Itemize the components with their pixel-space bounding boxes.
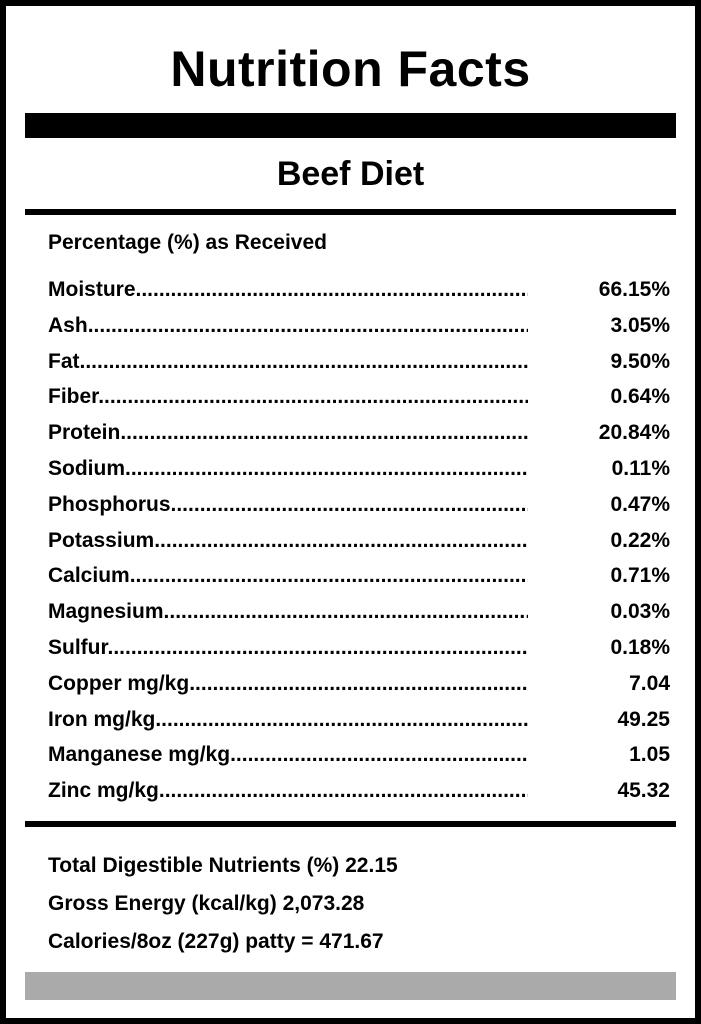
nutrient-value: 0.64% bbox=[610, 385, 670, 409]
label-subtitle: Beef Diet bbox=[276, 155, 425, 193]
nutrient-name: Manganese mg/kg ..... bbox=[48, 737, 528, 773]
nutrient-value: 20.84% bbox=[598, 421, 670, 445]
section-divider-top bbox=[25, 209, 676, 215]
nutrient-name: Calcium ..... bbox=[48, 558, 528, 594]
nutrient-row bbox=[48, 272, 670, 308]
nutrient-row bbox=[48, 666, 670, 702]
nutrient-name: Phosphorus ..... bbox=[48, 487, 528, 523]
nutrient-value: 0.22% bbox=[610, 528, 670, 552]
nutrient-name: Iron mg/kg ..... bbox=[48, 702, 528, 738]
nutrient-row bbox=[48, 523, 670, 559]
nutrient-row bbox=[48, 308, 670, 344]
nutrient-name: Ash ..... bbox=[48, 308, 528, 344]
nutrient-value: 0.71% bbox=[610, 564, 670, 588]
nutrient-row bbox=[48, 451, 670, 487]
summary-line: Total Digestible Nutrients (%) 22.15 bbox=[48, 854, 398, 877]
summary-block bbox=[48, 849, 398, 963]
nutrient-name: Magnesium ..... bbox=[48, 594, 528, 630]
nutrient-row bbox=[48, 344, 670, 380]
nutrient-row bbox=[48, 702, 670, 738]
footer-bar bbox=[25, 972, 676, 1000]
nutrient-list bbox=[48, 272, 670, 809]
nutrient-value: 49.25 bbox=[617, 707, 670, 731]
nutrient-value: 0.11% bbox=[611, 456, 670, 480]
nutrient-row bbox=[48, 630, 670, 666]
nutrient-row bbox=[48, 379, 670, 415]
summary-line: Calories/8oz (227g) patty = 471.67 bbox=[48, 930, 384, 953]
nutrient-value: 7.04 bbox=[629, 671, 670, 695]
label-title: Nutrition Facts bbox=[170, 41, 531, 97]
nutrient-value: 0.03% bbox=[610, 600, 670, 624]
nutrient-row bbox=[48, 594, 670, 630]
nutrient-name: Sulfur ..... bbox=[48, 630, 528, 666]
thick-divider bbox=[25, 113, 676, 138]
nutrient-row bbox=[48, 737, 670, 773]
section-header: Percentage (%) as Received bbox=[48, 231, 327, 254]
nutrient-name: Sodium ..... bbox=[48, 451, 528, 487]
nutrient-name: Fat ..... bbox=[48, 344, 528, 380]
nutrient-name: Copper mg/kg ..... bbox=[48, 666, 528, 702]
nutrient-row bbox=[48, 415, 670, 451]
nutrient-value: 0.18% bbox=[610, 635, 670, 659]
nutrient-name: Zinc mg/kg ..... bbox=[48, 773, 528, 809]
nutrient-value: 0.47% bbox=[610, 492, 670, 516]
nutrient-value: 9.50% bbox=[610, 349, 670, 373]
nutrient-value: 45.32 bbox=[617, 779, 670, 803]
nutrient-value: 3.05% bbox=[610, 313, 670, 337]
nutrient-value: 1.05 bbox=[629, 743, 670, 767]
nutrient-row bbox=[48, 487, 670, 523]
nutrition-label bbox=[6, 6, 695, 1018]
summary-line: Gross Energy (kcal/kg) 2,073.28 bbox=[48, 892, 365, 915]
nutrient-name: Moisture ..... bbox=[48, 272, 528, 308]
nutrient-row bbox=[48, 773, 670, 809]
nutrient-name: Protein ..... bbox=[48, 415, 528, 451]
nutrient-value: 66.15% bbox=[598, 278, 670, 301]
nutrient-name: Fiber ..... bbox=[48, 379, 528, 415]
nutrient-name: Potassium ..... bbox=[48, 523, 528, 559]
nutrient-row bbox=[48, 558, 670, 594]
section-divider-bottom bbox=[25, 821, 676, 827]
